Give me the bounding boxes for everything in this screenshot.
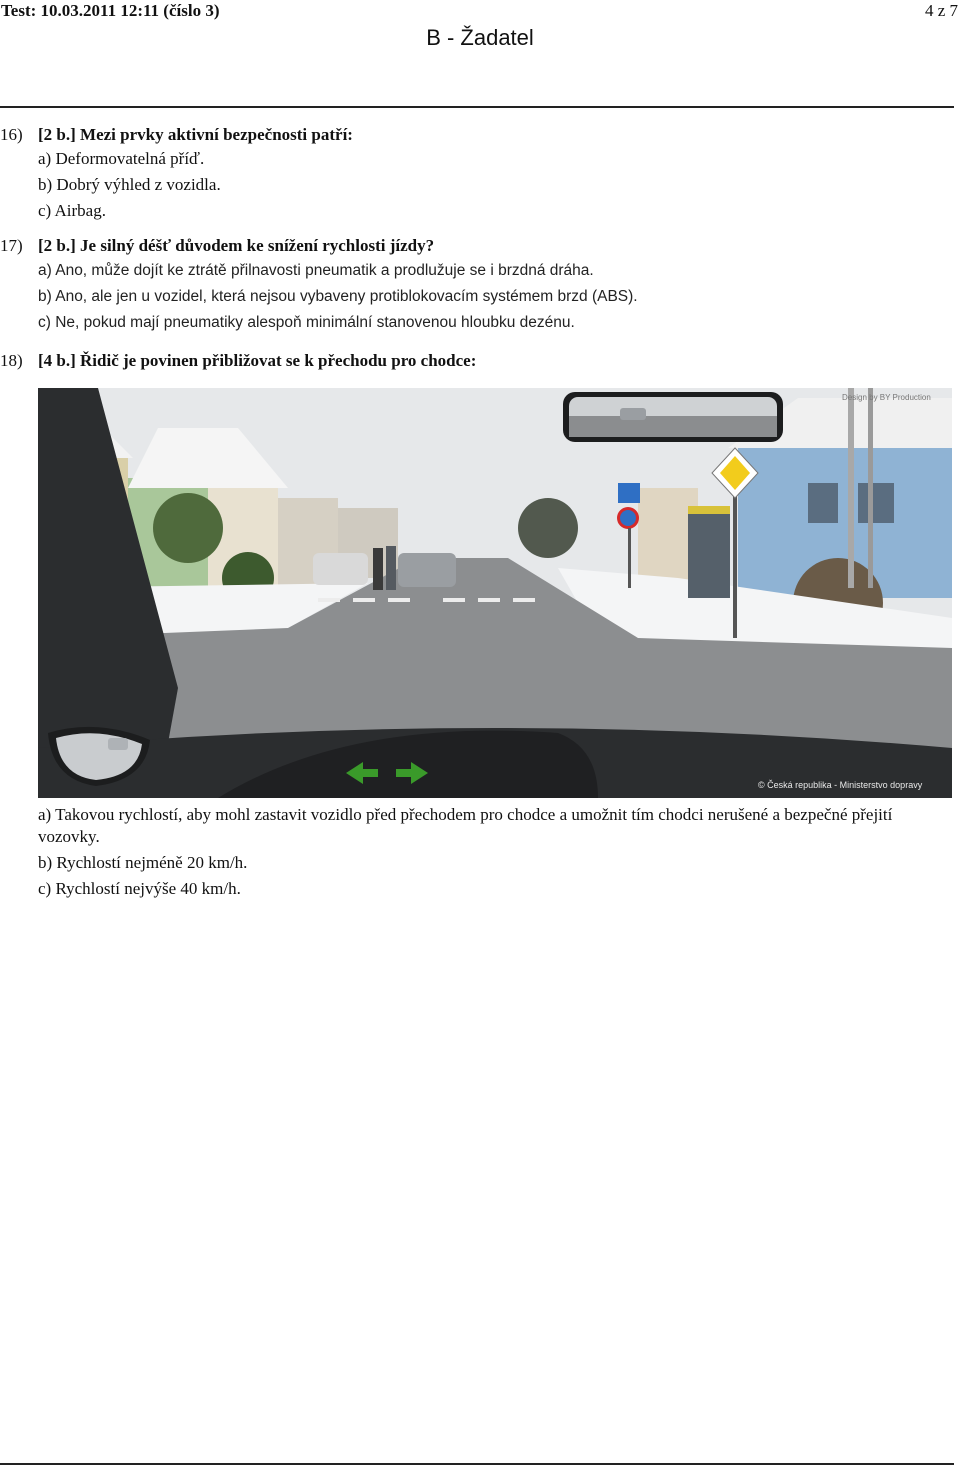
photo-watermark: Design by BY Production bbox=[842, 393, 931, 402]
answer-option[interactable]: a) Deformovatelná příď. bbox=[38, 149, 205, 168]
answer-option[interactable]: c) Ne, pokud mají pneumatiky alespoň minimální stanovenou hloubku dezénu. bbox=[38, 314, 575, 331]
question-number: 17) bbox=[0, 236, 23, 255]
question-number: 16) bbox=[0, 125, 23, 144]
page-counter: 4 z 7 bbox=[924, 1, 958, 20]
question-title: [2 b.] Je silný déšť důvodem ke snížení rychlosti jízdy? bbox=[38, 236, 435, 255]
answer-option[interactable]: c) Rychlostí nejvýše 40 km/h. bbox=[38, 879, 241, 898]
answer-option[interactable]: b) Dobrý výhled z vozidla. bbox=[38, 175, 221, 194]
question-16-heading bbox=[0, 125, 353, 145]
question-title: [4 b.] Řidič je povinen přibližovat se k přechodu pro chodce: bbox=[38, 351, 477, 370]
answer-option[interactable]: b) Ano, ale jen u vozidel, která nejsou vybaveny protiblokovacím systémem brzd (ABS). bbox=[38, 288, 638, 305]
footer-divider bbox=[0, 1463, 954, 1465]
answer-option[interactable]: a) Takovou rychlostí, aby mohl zastavit vozidlo před přechodem pro chodce a umožnit tím chodci nerušené a bezpečné přejití vozovky. bbox=[38, 805, 893, 846]
question-17-heading bbox=[0, 236, 434, 256]
answer-option[interactable]: b) Rychlostí nejméně 20 km/h. bbox=[38, 853, 248, 872]
answer-option[interactable]: c) Airbag. bbox=[38, 201, 106, 220]
photo-copyright: © Česká republika - Ministerstvo dopravy bbox=[758, 780, 923, 790]
question-number: 18) bbox=[0, 351, 23, 370]
question-title: [2 b.] Mezi prvky aktivní bezpečnosti patří: bbox=[38, 125, 353, 144]
answer-option[interactable]: a) Ano, může dojít ke ztrátě přilnavosti pneumatik a prodlužuje se i brzdná dráha. bbox=[38, 262, 594, 279]
header-divider bbox=[0, 106, 954, 108]
test-header-label: Test: 10.03.2011 12:11 (číslo 3) bbox=[1, 1, 220, 20]
traffic-scene-photo bbox=[38, 388, 952, 798]
question-18-heading bbox=[0, 351, 476, 371]
document-title: B - Žadatel bbox=[426, 25, 534, 50]
